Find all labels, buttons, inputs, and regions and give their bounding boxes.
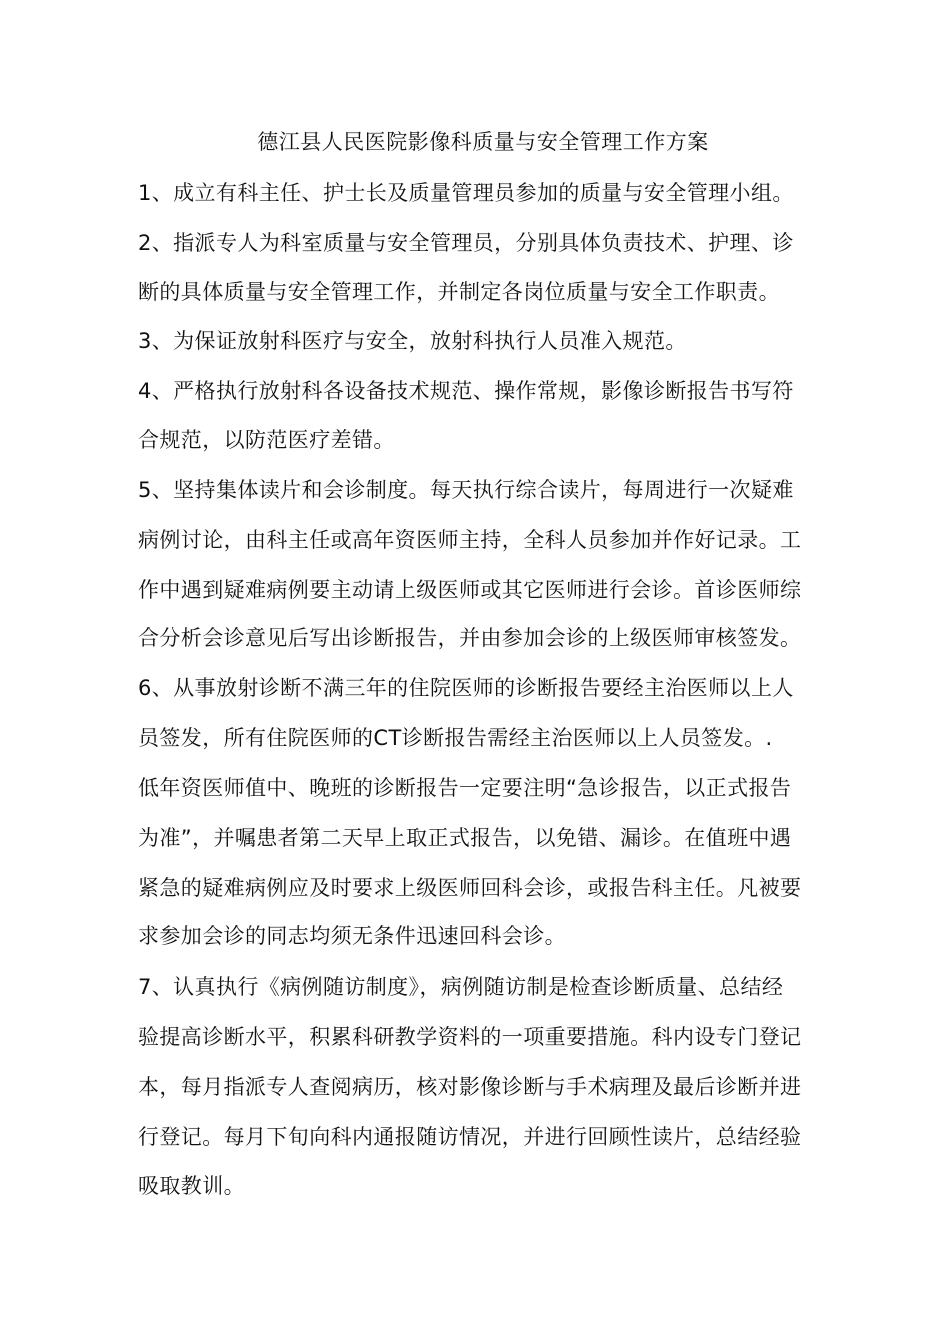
text-line: 为准”，并嘱患者第二天早上取正式报告，以免错、漏诊。在值班中遇 xyxy=(138,826,792,850)
text-line: 病例讨论，由科主任或高年资医师主持，全科人员参加并作好记录。工 xyxy=(138,528,802,552)
text-line: 求参加会诊的同志均须无条件迅速回科会诊。 xyxy=(138,924,566,948)
text-line: 2、指派专人为科室质量与安全管理员，分别具体负责技术、护理、诊 xyxy=(138,231,794,255)
text-line: 验提高诊断水平，积累科研教学资料的一项重要措施。科内设专门登记 xyxy=(138,1025,802,1049)
text-line: 作中遇到疑难病例要主动请上级医师或其它医师进行会诊。首诊医师综 xyxy=(138,578,802,602)
text-line: 本，每月指派专人查阅病历，核对影像诊断与手术病理及最后诊断并进 xyxy=(138,1075,802,1099)
text-line: 员签发，所有住院医师的CT诊断报告需经主治医师以上人员签发。. xyxy=(138,726,773,750)
text-line: 紧急的疑难病例应及时要求上级医师回科会诊，或报告科主任。凡被要 xyxy=(138,876,802,900)
document-title: 德江县人民医院影像科质量与安全管理工作方案 xyxy=(257,130,709,154)
text-line: 4、严格执行放射科各设备技术规范、操作常规，影像诊断报告书写符 xyxy=(138,379,794,403)
text-line: 7、认真执行《病例随访制度》，病例随访制是检查诊断质量、总结经 xyxy=(138,975,784,999)
text-line: 低年资医师值中、晚班的诊断报告一定要注明“急诊报告，以正式报告 xyxy=(138,776,792,800)
text-line: 3、为保证放射科医疗与安全，放射科执行人员准入规范。 xyxy=(138,329,687,353)
text-line: 行登记。每月下旬向科内通报随访情况，并进行回顾性读片，总结经验 xyxy=(138,1125,802,1149)
text-line: 合分析会诊意见后写出诊断报告，并由参加会诊的上级医师审核签发。 xyxy=(138,626,802,650)
text-line: 1、成立有科主任、护士长及质量管理员参加的质量与安全管理小组。 xyxy=(138,181,794,205)
text-line: 6、从事放射诊断不满三年的住院医师的诊断报告要经主治医师以上人 xyxy=(138,676,794,700)
text-line: 合规范，以防范医疗差错。 xyxy=(138,428,395,452)
text-line: 吸取教训。 xyxy=(138,1174,245,1198)
text-line: 5、坚持集体读片和会诊制度。每天执行综合读片，每周进行一次疑难 xyxy=(138,478,794,502)
text-line: 断的具体质量与安全管理工作，并制定各岗位质量与安全工作职责。 xyxy=(138,280,780,304)
